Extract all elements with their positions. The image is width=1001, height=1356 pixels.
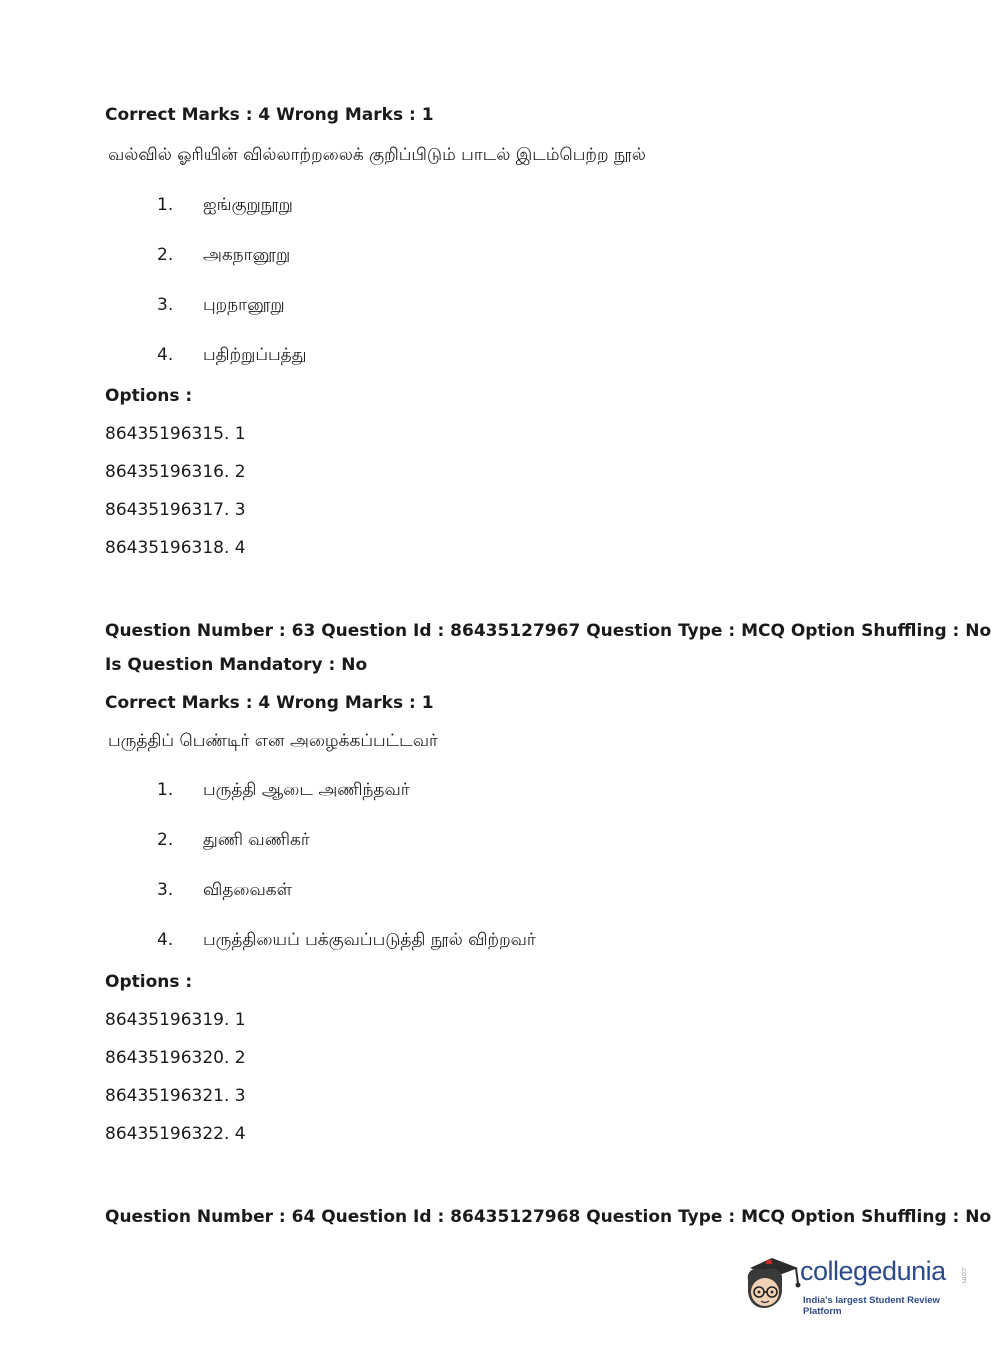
q62-question-text: வல்வில் ஓரியின் வில்லாற்றலைக் குறிப்பிடும் பாடல் இடம்பெற்ற நூல்: [108, 145, 646, 165]
q63-option-4: 86435196322. 4: [105, 1124, 246, 1144]
q63-option-2: 86435196320. 2: [105, 1048, 246, 1068]
graduate-mascot-icon: [742, 1250, 802, 1314]
q63-question-text: பருத்திப் பெண்டிர் என அழைக்கப்பட்டவர்: [108, 731, 438, 751]
logo-domain-suffix: .com: [960, 1266, 968, 1284]
choice-number: 1.: [157, 780, 174, 800]
choice-number: 4.: [157, 345, 174, 365]
q62-option-1: 86435196315. 1: [105, 424, 246, 444]
choice-text: பருத்தியைப் பக்குவப்படுத்தி நூல் விற்றவர்: [203, 930, 536, 950]
q62-marks: Correct Marks : 4 Wrong Marks : 1: [105, 105, 434, 125]
choice-number: 1.: [157, 195, 174, 215]
choice-text: பருத்தி ஆடை அணிந்தவர்: [203, 780, 410, 800]
q63-choice-1: [157, 778, 410, 802]
q62-option-2: 86435196316. 2: [105, 462, 246, 482]
choice-number: 4.: [157, 930, 174, 950]
q63-choice-3: [157, 878, 292, 902]
choice-text: ஐங்குறுநூறு: [203, 195, 293, 215]
q62-options-label: Options :: [105, 386, 193, 406]
q62-choice-3: [157, 293, 285, 317]
q64-header: Question Number : 64 Question Id : 86435127968 Question Type : MCQ Option Shuffling : No: [105, 1207, 992, 1227]
q62-choice-1: [157, 193, 293, 217]
choice-text: அகநானூறு: [203, 245, 291, 265]
collegedunia-logo: [742, 1250, 972, 1317]
choice-number: 2.: [157, 830, 174, 850]
q63-header: Question Number : 63 Question Id : 86435127967 Question Type : MCQ Option Shuffling : No: [105, 621, 992, 641]
logo-wordmark: collegedunia: [800, 1256, 946, 1286]
q62-option-4: 86435196318. 4: [105, 538, 246, 558]
logo-tagline: India's largest Student Review Platform: [803, 1295, 940, 1317]
q63-marks: Correct Marks : 4 Wrong Marks : 1: [105, 693, 434, 713]
choice-text: பதிற்றுப்பத்து: [203, 345, 307, 365]
q62-option-3: 86435196317. 3: [105, 500, 246, 520]
q63-mandatory: Is Question Mandatory : No: [105, 655, 368, 675]
q63-options-label: Options :: [105, 972, 193, 992]
q63-choice-4: [157, 928, 536, 952]
q63-option-1: 86435196319. 1: [105, 1010, 246, 1030]
choice-text: புறநானூறு: [203, 295, 285, 315]
q63-option-3: 86435196321. 3: [105, 1086, 246, 1106]
q62-choice-2: [157, 243, 290, 267]
choice-text: துணி வணிகர்: [203, 830, 310, 850]
choice-number: 2.: [157, 245, 174, 265]
choice-text: விதவைகள்: [203, 880, 292, 900]
q62-choice-4: [157, 343, 306, 367]
choice-number: 3.: [157, 880, 174, 900]
q63-choice-2: [157, 828, 310, 852]
choice-number: 3.: [157, 295, 174, 315]
